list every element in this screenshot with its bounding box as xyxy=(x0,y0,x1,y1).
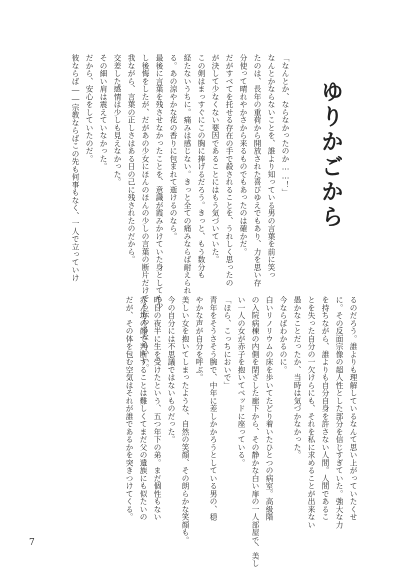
text-line: だが、その体を包む空気はそれが誰であるかを突きつけてくる。 xyxy=(125,296,134,521)
text-line: 今の自分には不思議ではないものだった。 xyxy=(167,296,176,444)
text-line: 白いリノリウムの床を歩いてたどり着いたひとつの病室。高級階 xyxy=(265,296,274,521)
text-line: る。あの涼やかな花の香りに包まれて逝けるのなら。 xyxy=(169,54,178,240)
page-number: 7 xyxy=(29,538,35,548)
text-line: 経たないうちに。痛みは感じない。きっと全ての痛みならば耐えられ xyxy=(183,54,192,295)
text-line: 彼ならば――宗教ならばこの先も何事もなく、一人で立っていけ xyxy=(71,54,80,282)
text-line: 我ながら、言葉の正しさはある日の己に残されたのだから。 xyxy=(127,54,136,264)
text-line: 「ほら、こっちにおいで」 xyxy=(223,296,232,389)
text-line: 分使って晴れやかさから来るものでもあったのは確かだ。 xyxy=(239,54,248,256)
text-line: なんとかならないことを、誰より知っている男の言葉を前に笑っ xyxy=(267,54,276,279)
text-line: 「なんとか、ならなかったのか……！」 xyxy=(281,54,290,197)
text-line: が決して少なくない要因であることにはもう気づいていた。 xyxy=(211,54,220,264)
text-line: い一人の女が赤子を抱いてベッドに座っている。 xyxy=(237,296,246,467)
text-line: るのだろう。誰よりも理解しているなんて思い上がっていたくせ xyxy=(349,296,358,521)
text-block-lower xyxy=(122,296,360,568)
text-line: 赤ん坊の顔で判断することは難しくてまだ父の遺族にも似たいの xyxy=(139,296,148,521)
text-line: 愚かなことだったか、当時は気づかなかった。 xyxy=(293,296,302,459)
text-line: だがすべてを托せる存在の手で殺されることを、うれしく思ったの xyxy=(225,54,234,287)
text-line: 昨日の夜半に生を受けたという、五つ年下の弟。まだ個性もない xyxy=(153,296,162,521)
chapter-title: ゆりかごから xyxy=(318,80,344,230)
text-line: 今ならばわかるのに。 xyxy=(279,296,288,374)
text-line: し後悔をしたが、だがあの少女にほんのほんの少しの言葉の断片だけでも伝わるならいい。 xyxy=(141,54,150,372)
text-line: だから、安心をしていたのだ。 xyxy=(85,54,94,163)
text-line: たのは、長年の重荷から開放された喜びゆえでもあり、力を思い存 xyxy=(253,54,262,287)
text-line: を持ちながら、誰よりも自分自身を許さない人間。人間であるこ xyxy=(321,296,330,521)
text-line: 青年をそうさそう腕で、中年に差しかかろうとしている男の、穏 xyxy=(209,296,218,521)
text-line: 最後に言葉を残させなかったことを、意識が霞みかけていた身としても少 xyxy=(155,54,164,310)
text-line: の入院病棟の内側を閉ざした廊下から、その静かな白い扉の一人部屋で、美し xyxy=(251,296,260,568)
text-line: とを失った自分の一欠けらにも、それを私に求めることが出来ない xyxy=(307,296,316,529)
text-line: やかな声が自分を呼ぶ。 xyxy=(195,296,204,382)
text-line: 交差した感情は少しも見えなかった。 xyxy=(113,54,122,186)
text-line: に。その反面宗像の超人性とした部分を信じすぎていた。強大な力 xyxy=(335,296,344,529)
text-line: 美しい女を抱いてしまったような、自然の笑顔、その朗らかな笑顔も。 xyxy=(181,296,190,544)
text-line: その細い肩は震えていなかった。 xyxy=(99,54,108,171)
text-line: この剣はまっすぐにこの胸に捧げるだろう。きっと、もう数分も xyxy=(197,54,206,279)
